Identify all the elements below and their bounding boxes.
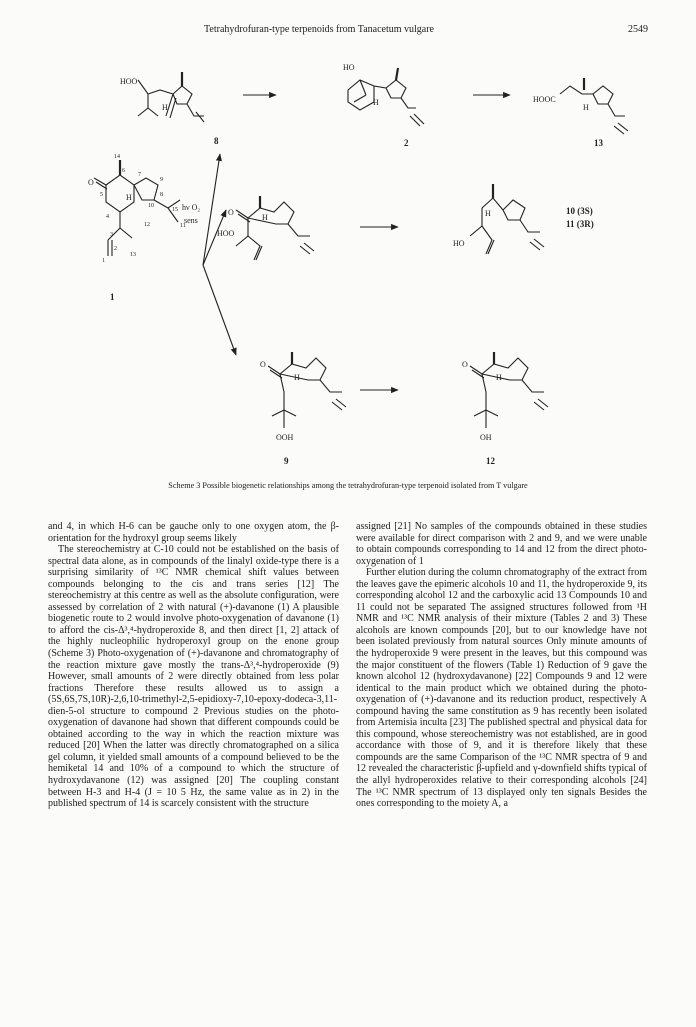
scheme-caption: Scheme 3 Possible biogenetic relationships among the tetrahydrofuran-type terpenoid isolated from T vulgare: [168, 481, 528, 490]
label-oh: OH: [480, 433, 492, 442]
label-ho-10: HO: [453, 239, 465, 248]
label-h-12: H: [496, 373, 502, 382]
structure-12: [470, 352, 548, 428]
label-h-mid: H: [262, 213, 268, 222]
atom-num-12: 12: [144, 222, 150, 228]
label-h-9: H: [294, 373, 300, 382]
atom-num-2: 2: [114, 246, 117, 252]
page-number: 2549: [628, 24, 648, 35]
label-o-1: O: [88, 178, 94, 187]
structure-2: [348, 68, 424, 126]
compound-label-13: 13: [594, 138, 603, 148]
paragraph: The stereochemistry at C-10 could not be established on the basis of spectral data alone, as in compounds of the linalyl oxide-type there is a surprising similarity of ¹³C NMR chemical shift values between compounds belonging to the cis and trans series [12] The stereochemistry at this centre as well as the absolute configuration, were assessed by correlation of 2 with natural (+)-davanone (1) A plausible biogenetic route to 2 would involve photo-oxygenation of davanone (1) to afford the cis-Δ³,⁴-hydroperoxide 8, and then direct [1, 2] attack of the highly nucleophilic hydroperoxyl group on the enone group (Scheme 3) Photo-oxygenation of (+)-davanone and chromatography of the reaction mixture gave mostly the trans-Δ³,⁴-hydroperoxide (9) However, small amounts of 2 were directly obtained from less polar fractions Therefore these results allowed us to assign a (5S,6S,7S,10R)-2,6,10-trimethyl-2,5-epidioxy-7,10-epoxy-dodeca-3,11-dien-5-ol structure to compound 2 Previous studies on the photo-oxygenation of davanone had shown that different compounds could be obtained according to the way in which the reaction mixture was reduced [20] When the latter was directly chromatographed on a silica gel column, it yielded small amounts of a compound believed to be the hemiketal 14 and 10% of a compound to which the structure of hydroxydavanone (12) was assigned [20] The coupling constant between H-3 and H-4 (J = 10 5 Hz, the same value as in 2) in the published spectrum of 14 is scarcely consistent with the structure: [48, 544, 339, 810]
structure-9: [268, 352, 346, 428]
compound-label-2: 2: [404, 138, 409, 148]
paragraph: and 4, in which H-6 can be gauche only to one oxygen atom, the β-orientation for the hydroxyl group seems likely: [48, 521, 339, 544]
page-header: [88, 24, 648, 38]
atom-num-1: 1: [102, 258, 105, 264]
label-hoo: HOO: [120, 77, 138, 86]
structure-middle-enone: [236, 196, 314, 260]
label-h-10: H: [485, 209, 491, 218]
label-o-12: O: [462, 360, 468, 369]
label-hooc: HOOC: [533, 95, 556, 104]
compound-label-11: 11 (3R): [566, 219, 594, 229]
structure-8: [138, 72, 204, 122]
paragraph: assigned [21] No samples of the compounds obtained in these studies were available for direct comparison with 2 and 9, and we were unable to obtain compounds corresponding to 14 and 12 from the direct photo-oxygenation of 1: [356, 521, 647, 567]
atom-num-10: 10: [148, 203, 154, 209]
atom-num-13: 13: [130, 252, 136, 258]
body-column-right: [356, 521, 647, 810]
atom-num-15: 15: [172, 207, 178, 213]
compound-label-1: 1: [110, 292, 115, 302]
label-hoo-mid: HOO: [217, 229, 235, 238]
atom-num-3: 3: [110, 232, 113, 238]
atom-num-6: 6: [122, 168, 125, 174]
scheme-drawing: [48, 50, 648, 475]
compound-label-8: 8: [214, 136, 219, 146]
label-o-9: O: [260, 360, 266, 369]
label-h-1: H: [126, 193, 132, 202]
atom-num-4: 4: [106, 214, 109, 220]
label-reagent-top: hν O₂: [182, 203, 201, 212]
label-ooh: OOH: [276, 433, 294, 442]
atom-num-9: 9: [160, 177, 163, 183]
label-h-8: H: [162, 103, 168, 112]
label-reagent-bottom: sens: [184, 216, 198, 225]
compound-label-12: 12: [486, 456, 495, 466]
atom-num-7: 7: [138, 172, 141, 178]
label-o-mid: O: [228, 208, 234, 217]
atom-num-5: 5: [100, 192, 103, 198]
atom-num-8: 8: [160, 192, 163, 198]
label-h-2: H: [373, 98, 379, 107]
atom-num-14: 14: [114, 154, 120, 160]
body-column-left: [48, 521, 339, 810]
compound-label-10: 10 (3S): [566, 206, 593, 216]
paragraph: Further elution during the column chromatography of the extract from the leaves gave the epimeric alcohols 10 and 11, the hydroperoxide 9, its corresponding alcohol 12 and the carboxylic acid 13 Compounds 10 and 11 could not be separated The assigned structures followed from ¹H NMR and ¹³C NMR analysis of their mixture (Tables 2 and 3) These alcohols are known compounds [20], but to our knowledge have not been isolated previously from natural sources Only minute amounts of the hydroperoxide 9 were present in the leaves, but this compound was the major constituent of the flowers (Table 1) Reduction of 9 gave the known alcohol 12 (hydroxydavanone) [22] Compounds 9 and 12 were identical to the main product which we obtained during the photo-oxygenation of (+)-davanone and its reduction product, respectively A compound having the same constitution as 9 has recently been isolated from Artemisia inculta [23] The published spectral and physical data for this compound, whose stereochemistry was not established, are in good accordance with those of 9, and it is therefore likely that these compounds are the same Comparison of the ¹³C NMR spectra of 9 and 12 revealed the characteristic β-upfield and γ-downfield shifts typical of the allyl hydroperoxides relative to their corresponding alcohols [24] The ¹³C NMR spectrum of 13 displayed only ten signals Besides the ones corresponding to the moiety A, a: [356, 567, 647, 810]
label-ho-2: HO: [343, 63, 355, 72]
atom-num-11: 11: [180, 223, 186, 229]
structure-10-11: [470, 184, 544, 254]
label-h-13: H: [583, 103, 589, 112]
structure-13: [560, 78, 628, 134]
structure-1: [94, 160, 180, 256]
reaction-scheme: [48, 50, 648, 475]
running-title: Tetrahydrofuran-type terpenoids from Tanacetum vulgare: [204, 24, 434, 35]
compound-label-9: 9: [284, 456, 289, 466]
